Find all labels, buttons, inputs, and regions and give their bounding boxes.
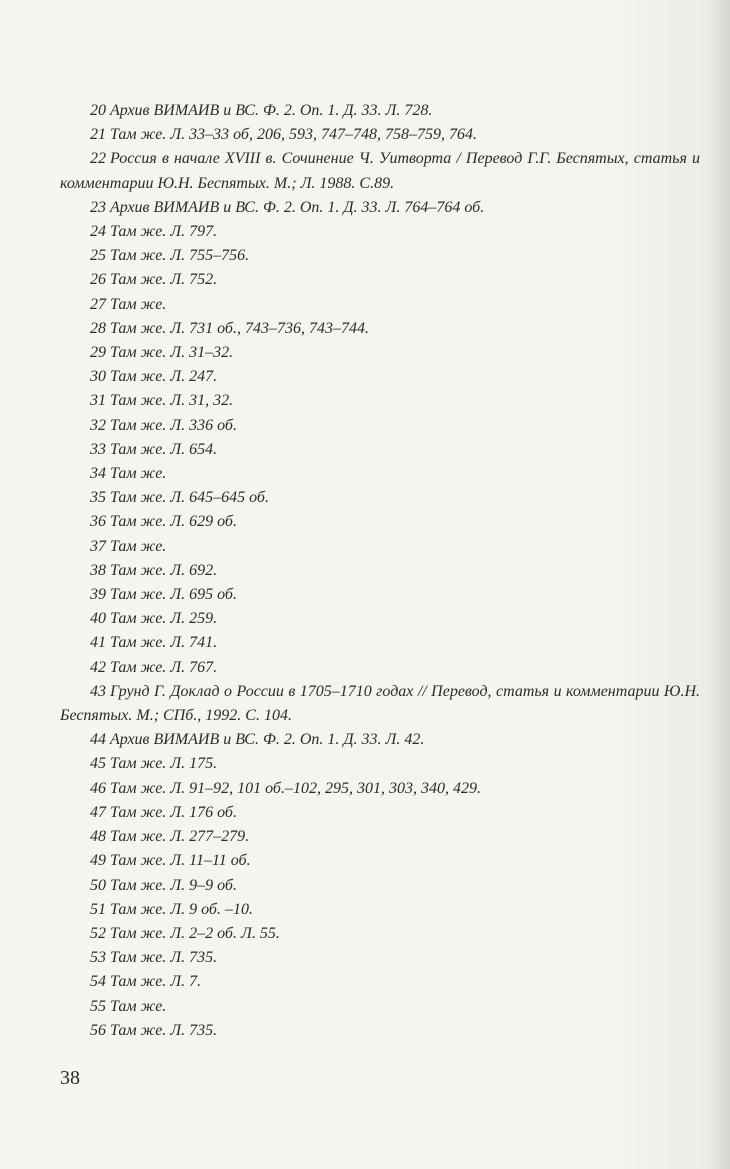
- footnote-25: [60, 244, 700, 268]
- footnote-number: 41: [90, 634, 106, 652]
- footnote-number: 39: [90, 586, 106, 604]
- footnote-number: 54: [90, 973, 106, 991]
- footnote-48: [60, 825, 700, 849]
- footnote-43: [60, 680, 700, 728]
- footnote-text: Там же.: [110, 465, 167, 483]
- footnote-text: Там же. Л. 247.: [110, 368, 218, 386]
- footnote-text: Там же. Л. 645–645 об.: [110, 489, 269, 507]
- footnote-text: Там же. Л. 9–9 об.: [110, 876, 237, 894]
- footnote-35: [60, 486, 700, 510]
- footnote-text: Там же. Л. 91–92, 101 об.–102, 295, 301, 303, 340, 429.: [110, 779, 481, 797]
- footnote-text: Там же. Л. 629 об.: [110, 513, 237, 531]
- footnote-28: [60, 317, 700, 341]
- footnote-54: [60, 970, 700, 994]
- footnote-31: [60, 389, 700, 413]
- footnote-51: [60, 898, 700, 922]
- footnote-text: Там же. Л. 336 об.: [110, 416, 237, 434]
- footnote-24: [60, 220, 700, 244]
- footnote-number: 38: [90, 561, 106, 579]
- footnote-number: 26: [90, 271, 106, 289]
- footnote-number: 32: [90, 416, 106, 434]
- footnote-number: 40: [90, 610, 106, 628]
- footnote-number: 46: [90, 779, 106, 797]
- footnote-text: Там же. Л. 741.: [110, 634, 218, 652]
- footnote-number: 31: [90, 392, 106, 410]
- footnote-32: [60, 414, 700, 438]
- footnote-text: Там же. Л. 731 об., 743–736, 743–744.: [110, 319, 369, 337]
- footnote-49: [60, 849, 700, 873]
- footnote-text: Там же. Л. 752.: [110, 271, 218, 289]
- footnote-text: Там же.: [110, 537, 167, 555]
- footnote-52: [60, 922, 700, 946]
- footnote-text: Там же. Л. 31, 32.: [110, 392, 234, 410]
- footnote-number: 20: [90, 102, 106, 119]
- footnote-text: Там же. Л. 797.: [110, 223, 218, 241]
- footnote-number: 22: [90, 150, 106, 168]
- footnote-20: [60, 99, 700, 123]
- footnote-number: 33: [90, 440, 106, 458]
- footnote-text: Там же. Л. 767.: [110, 658, 218, 676]
- footnote-number: 28: [90, 319, 106, 337]
- footnote-number: 43: [90, 682, 106, 700]
- footnote-number: 23: [90, 198, 106, 216]
- footnote-45: [60, 752, 700, 776]
- footnote-text: Там же.: [110, 997, 167, 1015]
- footnote-number: 21: [90, 126, 106, 144]
- footnote-text: Там же. Л. 277–279.: [110, 828, 250, 846]
- footnote-37: [60, 535, 700, 559]
- footnote-number: 48: [90, 828, 106, 846]
- footnote-number: 49: [90, 852, 106, 870]
- footnotes-list: [60, 99, 700, 1043]
- footnote-text: Там же. Л. 33–33 об, 206, 593, 747–748, 758–759, 764.: [110, 126, 477, 144]
- footnote-39: [60, 583, 700, 607]
- footnote-number: 45: [90, 755, 106, 773]
- footnote-number: 42: [90, 658, 106, 676]
- footnote-number: 55: [90, 997, 106, 1015]
- footnote-34: [60, 462, 700, 486]
- footnote-42: [60, 656, 700, 680]
- footnote-text: Там же. Л. 2–2 об. Л. 55.: [110, 924, 280, 942]
- footnote-text: Там же.: [110, 295, 167, 313]
- footnote-text: Там же. Л. 259.: [110, 610, 218, 628]
- footnote-53: [60, 946, 700, 970]
- footnote-number: 34: [90, 465, 106, 483]
- footnote-number: 53: [90, 949, 106, 967]
- footnote-text: Там же. Л. 176 об.: [110, 803, 237, 821]
- footnote-number: 24: [90, 223, 106, 241]
- footnote-text: Там же. Л. 9 об. –10.: [110, 900, 253, 918]
- footnote-text: Россия в начале XVIII в. Сочинение Ч. Уитворта / Перевод Г.Г. Беспятых, статья и комментарии Ю.Н. Беспятых. М.; Л. 1988. С.89.: [60, 150, 700, 192]
- footnote-text: Там же. Л. 735.: [110, 949, 218, 967]
- footnote-number: 35: [90, 489, 106, 507]
- footnote-36: [60, 510, 700, 534]
- footnote-number: 52: [90, 924, 106, 942]
- footnote-number: 50: [90, 876, 106, 894]
- page-number: 38: [60, 1067, 80, 1089]
- footnote-text: Там же. Л. 692.: [110, 561, 218, 579]
- footnote-22: [60, 147, 700, 195]
- footnote-text: Там же. Л. 31–32.: [110, 344, 234, 362]
- footnote-38: [60, 559, 700, 583]
- footnote-23: [60, 196, 700, 220]
- footnote-30: [60, 365, 700, 389]
- footnote-number: 37: [90, 537, 106, 555]
- footnote-21: [60, 123, 700, 147]
- footnote-40: [60, 607, 700, 631]
- footnote-text: Там же. Л. 11–11 об.: [110, 852, 251, 870]
- footnote-number: 56: [90, 1021, 106, 1039]
- footnote-text: Там же. Л. 755–756.: [110, 247, 250, 265]
- footnote-text: Там же. Л. 695 об.: [110, 586, 237, 604]
- footnote-number: 25: [90, 247, 106, 265]
- footnote-number: 47: [90, 803, 106, 821]
- footnote-number: 30: [90, 368, 106, 386]
- footnote-26: [60, 268, 700, 292]
- footnote-33: [60, 438, 700, 462]
- footnote-text: Там же. Л. 175.: [110, 755, 218, 773]
- footnote-41: [60, 631, 700, 655]
- footnote-46: [60, 777, 700, 801]
- footnote-56: [60, 1019, 700, 1043]
- footnote-number: 27: [90, 295, 106, 313]
- footnote-29: [60, 341, 700, 365]
- footnote-text: Там же. Л. 654.: [110, 440, 218, 458]
- footnote-number: 29: [90, 344, 106, 362]
- footnote-number: 36: [90, 513, 106, 531]
- footnote-text: Архив ВИМАИВ и ВС. Ф. 2. Оп. 1. Д. 33. Л. 728.: [110, 102, 433, 119]
- footnote-text: Грунд Г. Доклад о России в 1705–1710 годах // Перевод, статья и комментарии Ю.Н. Беспятых. М.; СПб., 1992. С. 104.: [60, 682, 700, 725]
- footnote-44: [60, 728, 700, 752]
- footnote-50: [60, 874, 700, 898]
- footnote-text: Там же. Л. 7.: [110, 973, 202, 991]
- footnote-text: Там же. Л. 735.: [110, 1021, 218, 1039]
- footnote-number: 51: [90, 900, 106, 918]
- footnote-number: 44: [90, 731, 106, 749]
- footnote-55: [60, 995, 700, 1019]
- footnote-47: [60, 801, 700, 825]
- footnote-text: Архив ВИМАИВ и ВС. Ф. 2. Оп. 1. Д. 33. Л. 42.: [110, 731, 425, 749]
- footnote-27: [60, 293, 700, 317]
- footnote-text: Архив ВИМАИВ и ВС. Ф. 2. Оп. 1. Д. 33. Л. 764–764 об.: [110, 198, 485, 216]
